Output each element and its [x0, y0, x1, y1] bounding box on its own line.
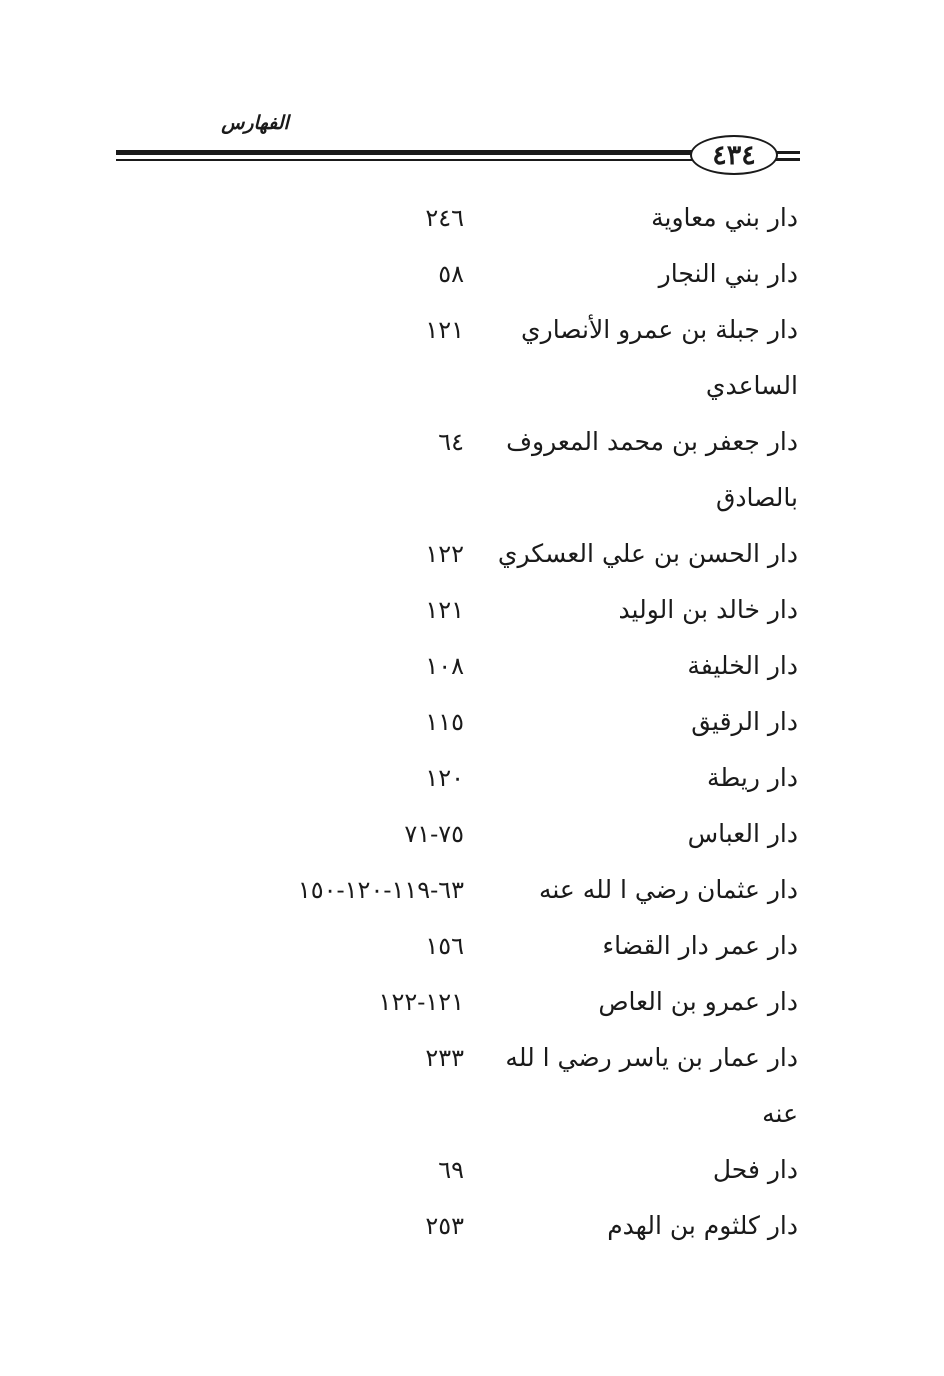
- index-entry: [0, 1150, 944, 1206]
- entry-pages: ٢٣٣: [425, 1044, 464, 1072]
- index-entry: [0, 982, 944, 1038]
- index-entry: [0, 814, 944, 870]
- entry-name: دار عمار بن ياسر رضي ا لله: [505, 1043, 798, 1072]
- entry-name: بالصادق: [715, 483, 798, 512]
- entry-pages: ١٢٠: [425, 764, 464, 792]
- index-entry: [0, 534, 944, 590]
- entry-name: دار بني معاوية: [651, 203, 798, 232]
- index-entry: [0, 310, 944, 366]
- entry-name: دار كلثوم بن الهدم: [607, 1211, 798, 1240]
- entry-pages: ١٢١: [425, 316, 464, 344]
- entry-name: دار جبلة بن عمرو الأنصاري: [521, 315, 798, 344]
- index-entry: [0, 926, 944, 982]
- entry-name: دار خالد بن الوليد: [618, 595, 798, 624]
- entry-name: دار فحل: [712, 1155, 798, 1184]
- index-entry: [0, 590, 944, 646]
- index-entry: [0, 198, 944, 254]
- index-entry: [0, 422, 944, 478]
- entry-name: عنه: [762, 1099, 798, 1128]
- entry-name: دار الخليفة: [687, 651, 798, 680]
- entry-pages: ٦٣-١١٩-١٢٠-١٥٠: [297, 876, 464, 904]
- index-entry: [0, 1206, 944, 1262]
- page-number-badge: ٤٣٤: [690, 135, 778, 175]
- entry-name: دار عمر دار القضاء: [602, 931, 798, 960]
- index-entry: [0, 1038, 944, 1094]
- entry-pages: ٥٨: [438, 260, 464, 288]
- index-entry: [0, 702, 944, 758]
- entry-pages: ١٢١: [425, 596, 464, 624]
- index-entry: [0, 366, 944, 422]
- entry-pages: ٦٩: [438, 1156, 464, 1184]
- entry-name: دار الحسن بن علي العسكري: [497, 539, 798, 568]
- entry-name: دار عثمان رضي ا لله عنه: [538, 875, 798, 904]
- entry-name: دار الرقيق: [691, 707, 798, 736]
- index-entry: [0, 646, 944, 702]
- entry-name: دار العباس: [687, 819, 798, 848]
- entry-pages: ٦٤: [438, 428, 464, 456]
- entry-pages: ٢٥٣: [425, 1212, 464, 1240]
- entry-pages: ١١٥: [425, 708, 464, 736]
- entry-pages: ٧٥-٧١: [404, 820, 464, 848]
- entry-name: الساعدي: [705, 371, 798, 400]
- index-entry: [0, 254, 944, 310]
- running-header-title: الفهارس: [221, 112, 289, 134]
- entry-name: دار ريطة: [706, 763, 798, 792]
- index-entry: [0, 870, 944, 926]
- entry-pages: ١٥٦: [425, 932, 464, 960]
- index-entry: [0, 758, 944, 814]
- entry-pages: ١٢١-١٢٢: [378, 988, 464, 1016]
- entry-name: دار بني النجار: [658, 259, 798, 288]
- entry-pages: ١٢٢: [425, 540, 464, 568]
- entry-pages: ١٠٨: [425, 652, 464, 680]
- index-entry: [0, 478, 944, 534]
- entry-name: دار جعفر بن محمد المعروف: [506, 427, 798, 456]
- entry-name: دار عمرو بن العاص: [598, 987, 798, 1016]
- index-entry: [0, 1094, 944, 1150]
- entry-pages: ٢٤٦: [425, 204, 464, 232]
